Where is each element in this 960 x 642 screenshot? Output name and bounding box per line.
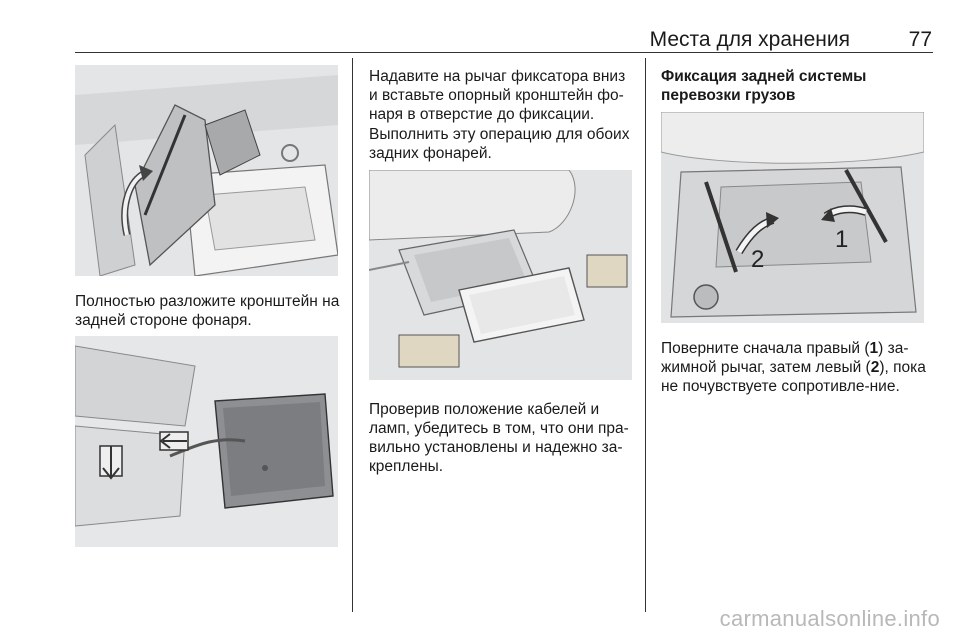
caption-bracket-unfold: Полностью разложите кронштейн на задней стороне фонаря. — [75, 293, 340, 329]
instruction-press-lever: Надавите на рычаг фиксатора вниз и вставьте опорный кронштейн фо-наря в отверстие до фиксации. — [369, 68, 626, 123]
lever-number-2: 2 — [870, 359, 880, 376]
instruction-turn-levers — [661, 339, 927, 396]
instruction-check-cables: Проверив положение кабелей и ламп, убедитесь в том, что они пра-вильно установлены и надежно за-креплены. — [369, 401, 629, 475]
footer-watermark: carmanualsonline.info — [719, 606, 940, 631]
header-rule — [75, 52, 933, 53]
page-number: 77 — [908, 28, 932, 51]
column-divider-left — [352, 58, 353, 612]
column-divider-right — [645, 58, 646, 612]
figure-lamp-insert — [369, 170, 632, 380]
figure-clamp-levers — [661, 112, 924, 323]
page-header-title: Места для хранения — [649, 28, 850, 51]
instruction-turn-levers-part2: ) за-жимной рычаг, затем левый ( — [661, 340, 909, 376]
figure-lamp-connector — [75, 336, 338, 547]
figure-bracket-unfold — [75, 65, 338, 276]
figure-label-1: 1 — [835, 226, 849, 253]
instruction-repeat-both: Выполнить эту операцию для обоих задних фонарей. — [369, 126, 630, 162]
lever-number-1: 1 — [869, 340, 879, 357]
instruction-turn-levers-part1: Поверните сначала правый ( — [661, 340, 870, 357]
figure-label-2: 2 — [751, 246, 765, 273]
instruction-turn-levers-part3: ), пока не почувствуете сопротивле-ние. — [661, 359, 926, 395]
section-heading-rear-carrier: Фиксация задней системы перевозки грузов — [661, 68, 867, 104]
